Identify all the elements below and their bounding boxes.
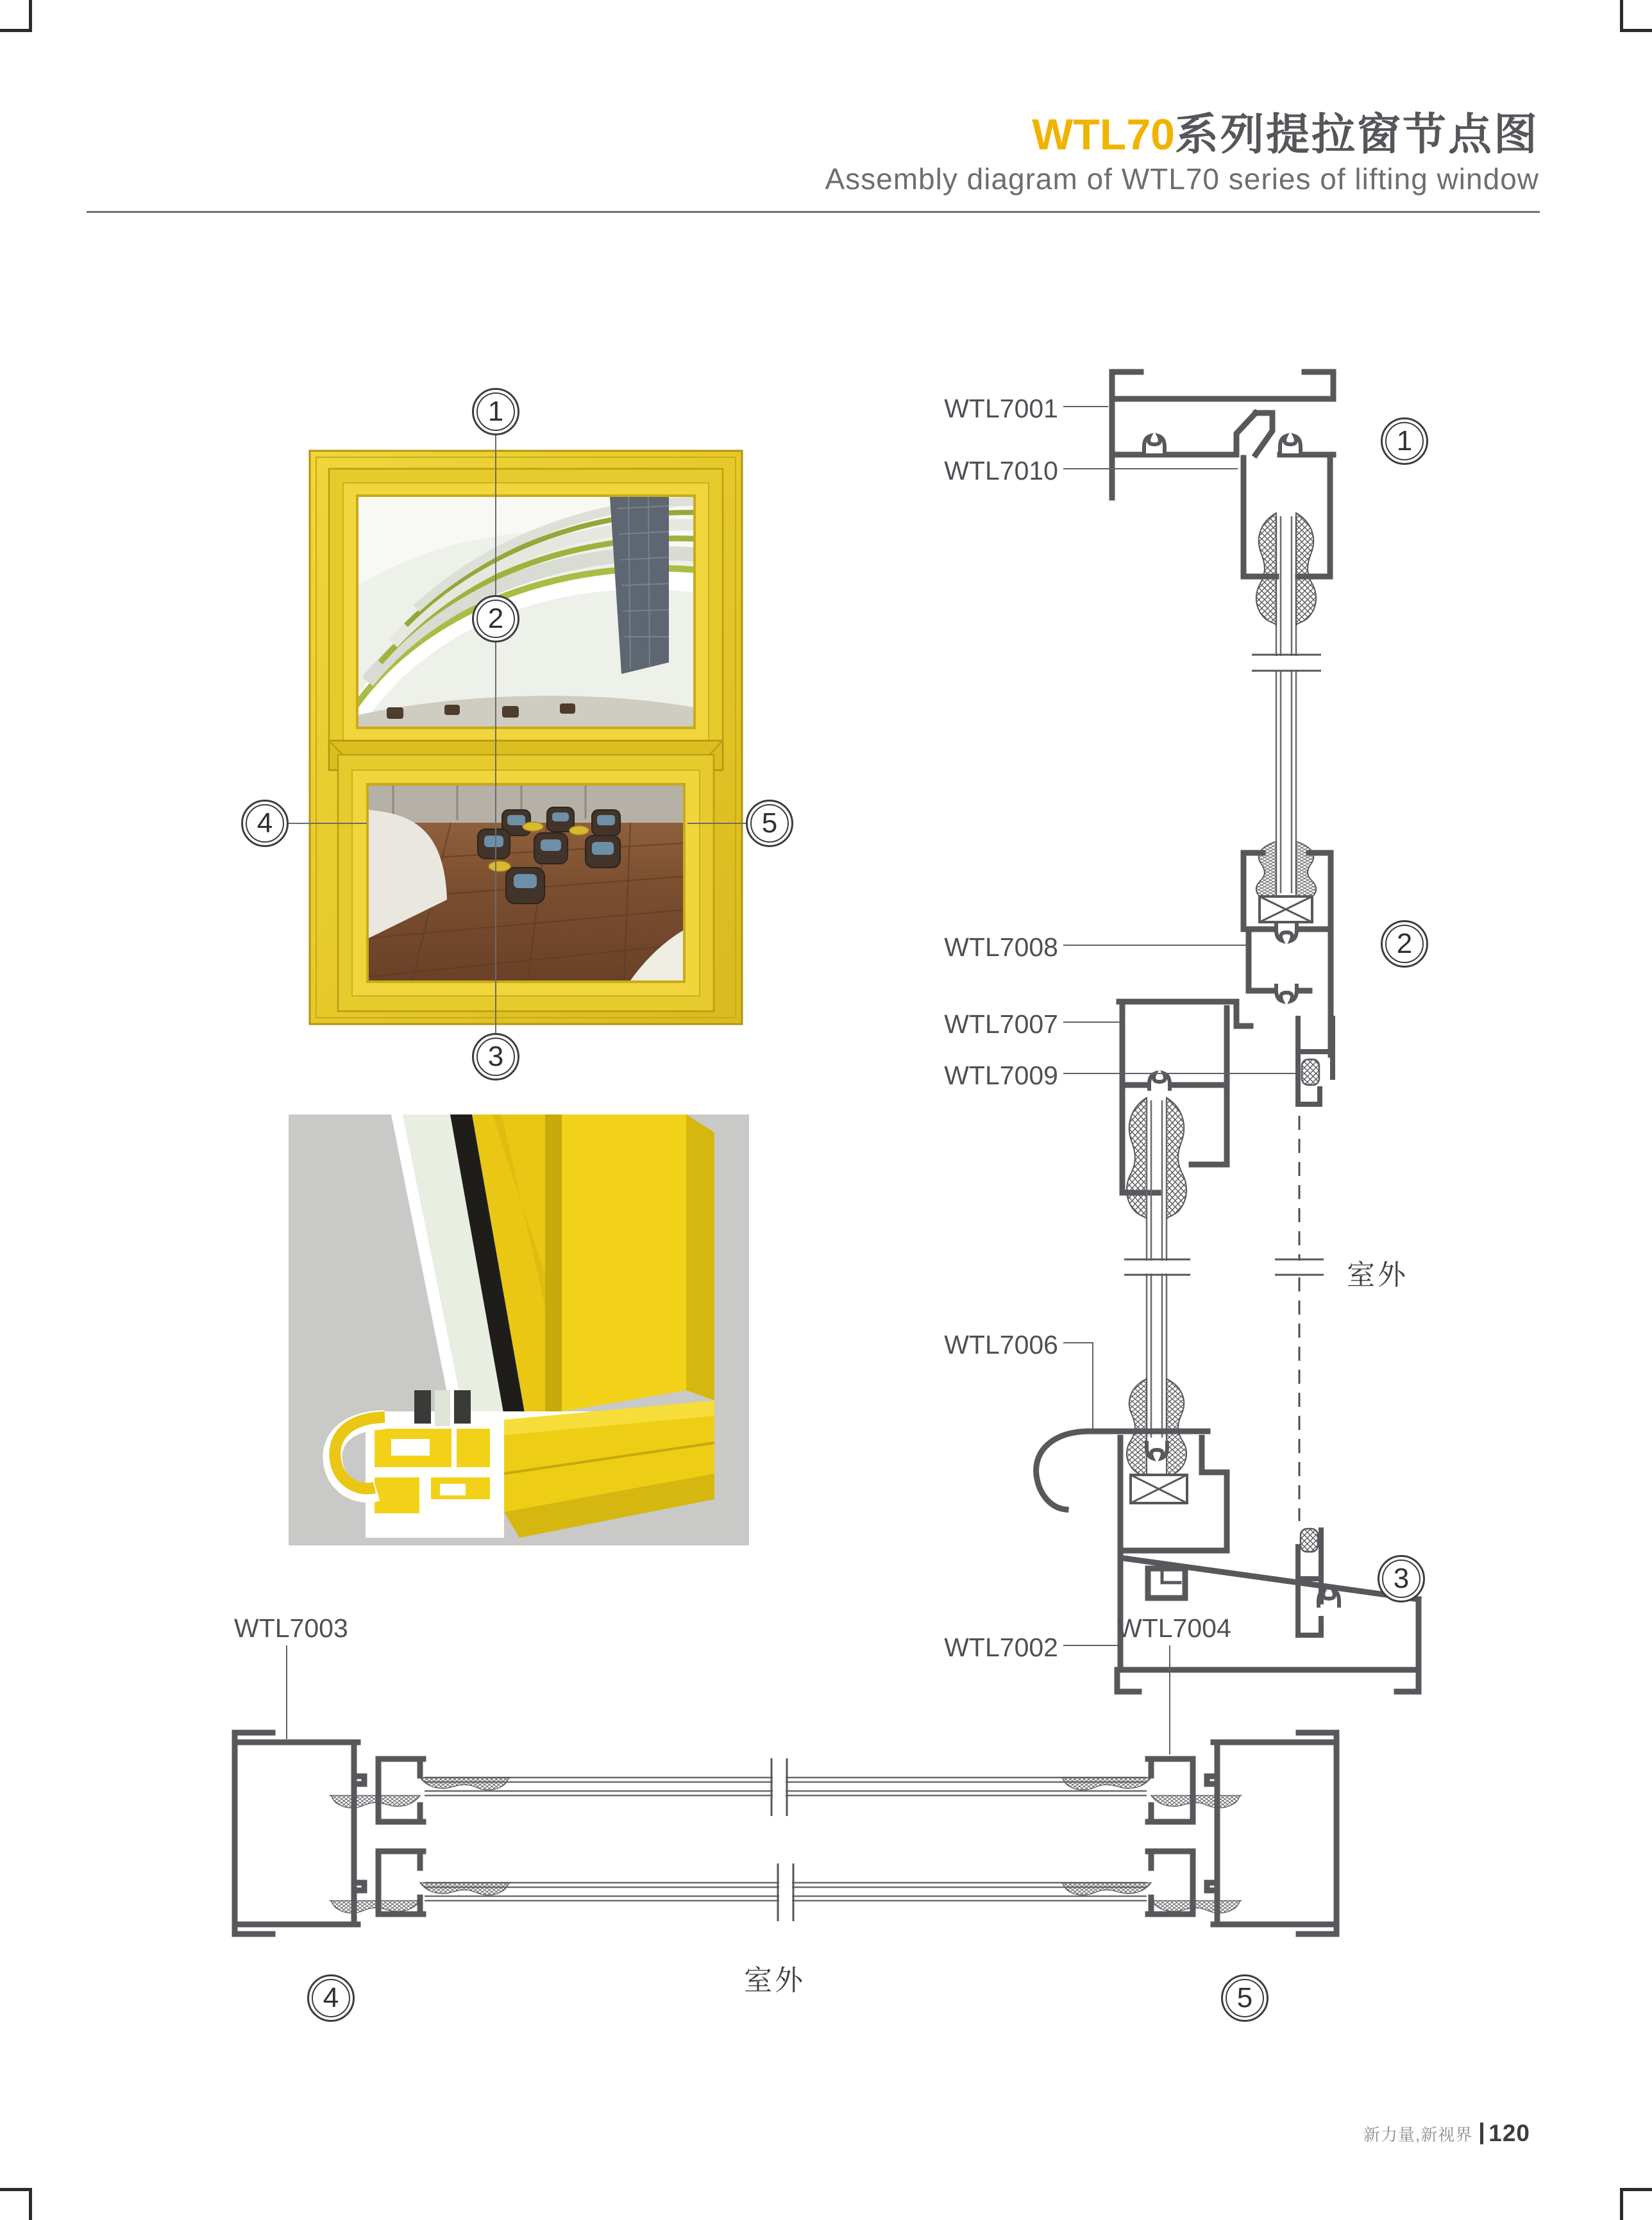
upper-sash-bottom-profile-WTL7008 — [1243, 853, 1331, 1055]
window-callout-5: 5 — [746, 800, 793, 847]
leader-WTL7010 — [1063, 468, 1238, 469]
page-title-series: WTL70 — [1032, 110, 1175, 159]
gasket-blob-latch — [1302, 1059, 1319, 1085]
footer-brand: 新力量,新视界 — [1363, 2124, 1473, 2144]
gasket-blob-outdoor-trim — [1301, 1529, 1318, 1552]
header-rule — [87, 211, 1540, 213]
window-callout-2: 2 — [472, 595, 519, 643]
sash-top-profile-WTL7010 — [1243, 458, 1330, 576]
upper-glass-pane — [1276, 516, 1296, 893]
crop-mark-top-left — [0, 0, 32, 32]
plan-lower-glass-break — [778, 1863, 793, 1921]
window-callout-1: 1 — [472, 388, 519, 435]
leader-WTL7008 — [1063, 945, 1247, 946]
insulation-box-1 — [1260, 896, 1312, 922]
section-callout-2: 2 — [1381, 920, 1428, 968]
leader-WTL7002 — [1063, 1645, 1118, 1646]
page-subtitle: Assembly diagram of WTL70 series of lifting window — [825, 162, 1539, 196]
jamb-profile-WTL7004 — [1061, 1733, 1336, 1934]
page-title-cn: 系列提拉窗节点图 — [1174, 110, 1539, 159]
section-callout-1: 1 — [1381, 417, 1428, 465]
window-upper-photo — [348, 497, 720, 727]
label-WTL7003: WTL7003 — [234, 1613, 348, 1643]
window-callout-3: 3 — [472, 1033, 519, 1081]
leader-WTL7004 — [1169, 1645, 1170, 1754]
outdoor-label-vertical: 室外 — [1347, 1259, 1408, 1291]
plan-callout-5: 5 — [1221, 1974, 1268, 2022]
page-title — [1032, 100, 1539, 162]
profile-render-figure — [289, 1114, 749, 1545]
plan-callout-4: 4 — [307, 1974, 355, 2022]
footer-page-number: 120 — [1488, 2120, 1530, 2146]
footer-divider — [1480, 2123, 1483, 2144]
callout-line-4 — [288, 823, 367, 824]
plan-section-drawing — [224, 1719, 1353, 1949]
plan-upper-glass-break — [771, 1758, 787, 1816]
lower-glass-break — [1124, 1259, 1190, 1275]
upper-glass-break — [1252, 655, 1321, 671]
leader-WTL7009 — [1063, 1073, 1297, 1074]
leader-WTL7003 — [286, 1645, 287, 1739]
head-frame-profile-WTL7001 — [1112, 372, 1333, 498]
window-callout-4: 4 — [241, 800, 289, 847]
label-WTL7006: WTL7006 — [944, 1330, 1058, 1359]
label-WTL7001: WTL7001 — [944, 394, 1058, 423]
jamb-profile-WTL7003 — [235, 1733, 510, 1934]
callout-line-vertical-1-2-3 — [495, 435, 496, 1034]
crop-mark-top-right — [1620, 0, 1652, 32]
insulation-box-2 — [1131, 1475, 1187, 1503]
page-footer — [1363, 2120, 1530, 2147]
crop-mark-bottom-left — [0, 2188, 32, 2220]
label-WTL7009: WTL7009 — [944, 1061, 1058, 1090]
section-callout-3: 3 — [1378, 1555, 1425, 1602]
crop-mark-bottom-right — [1620, 2188, 1652, 2220]
leader-WTL7001 — [1063, 406, 1108, 407]
leader-WTL7007 — [1063, 1022, 1121, 1023]
outdoor-reference-line — [1275, 1116, 1324, 1521]
callout-line-5 — [687, 823, 747, 824]
label-WTL7007: WTL7007 — [944, 1009, 1058, 1039]
window-photo-figure — [310, 451, 742, 1024]
label-WTL7002: WTL7002 — [944, 1633, 1058, 1662]
leader-WTL7006-drop — [1092, 1342, 1093, 1429]
outdoor-label-plan: 室外 — [744, 1965, 805, 1996]
label-WTL7008: WTL7008 — [944, 932, 1058, 962]
label-WTL7004: WTL7004 — [1117, 1613, 1231, 1643]
leader-WTL7006 — [1063, 1342, 1093, 1343]
label-WTL7010: WTL7010 — [944, 456, 1058, 485]
window-lower-photo — [369, 786, 683, 980]
